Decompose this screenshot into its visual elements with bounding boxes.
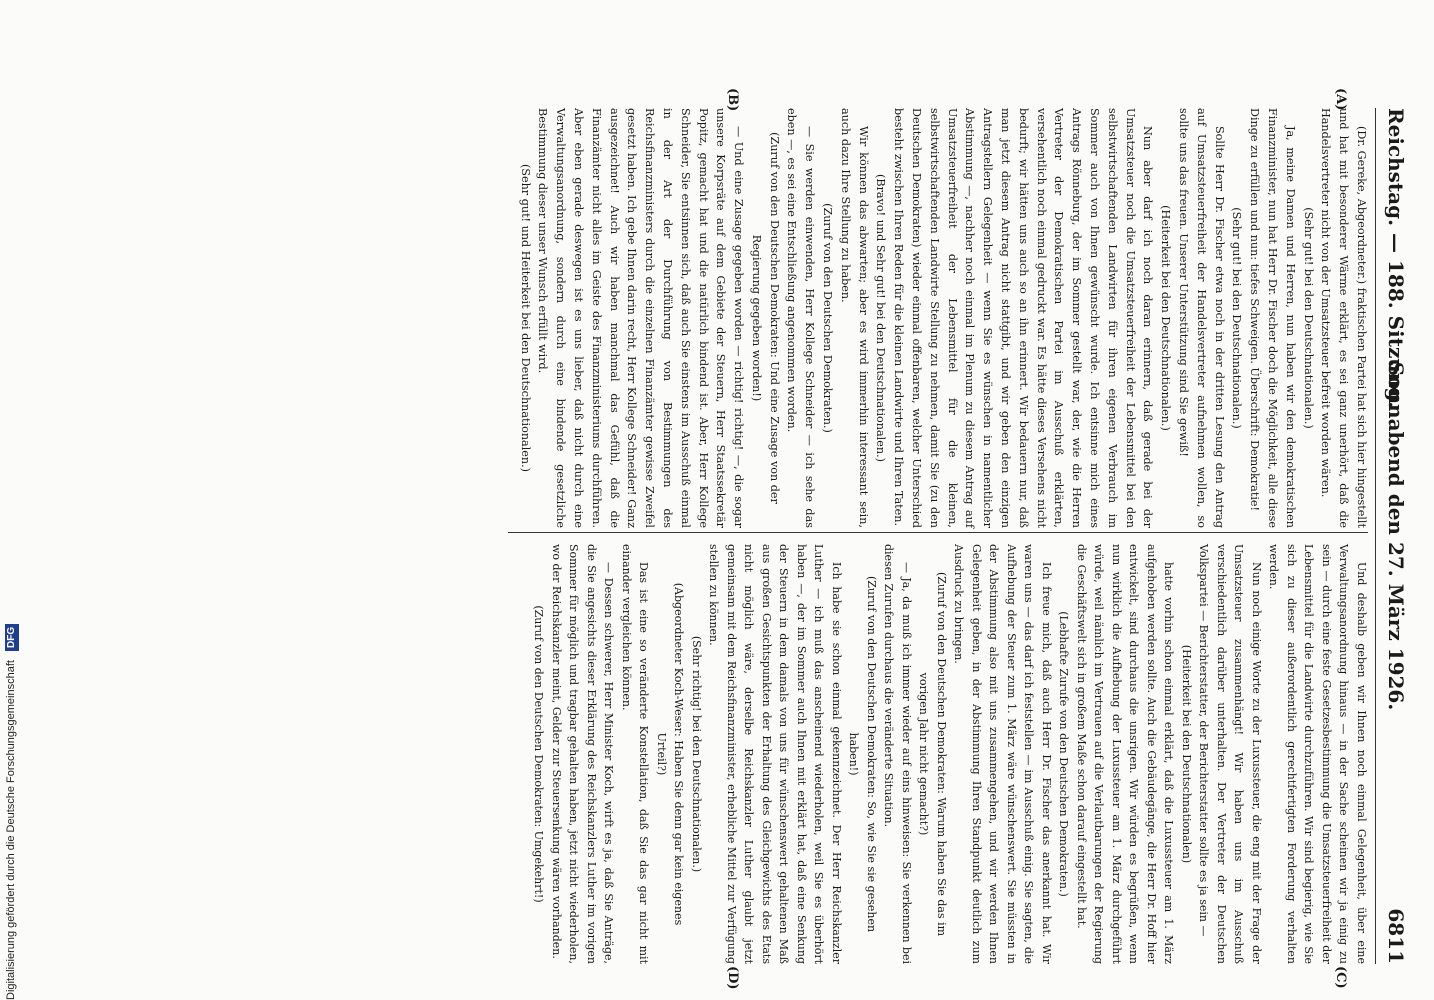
digitization-credit xyxy=(2,0,20,1000)
page-header xyxy=(1378,108,1414,964)
column-divider xyxy=(508,532,1368,533)
interjection: (Sehr gut! bei den Deutschnationalen.) xyxy=(1230,207,1244,429)
paragraph: (Dr. Gereke, Abgeordneter.) fraktischen Partei hat sich hier hingestellt und hat mit besonderer Wärme erklärt, es sei ganz unerhört, daß die Handelsvertreter nicht von der Umsatzsteuer befreit worden wären. xyxy=(1319,108,1368,528)
credit-text: Digitalisierung gefördert durch die Deutsche Forschungsgemeinschaft xyxy=(5,660,17,1000)
margin-marker-b: (B) xyxy=(725,88,740,112)
interjection: (Zuruf von den Deutschen Demokraten: Umgekehrt!) xyxy=(532,605,546,903)
paragraph: — Dessen schwerer, Herr Minister Koch, wirft es ja, daß Sie Anträge, die Sie angesichts dieser Erklärung des Reichskanzlers Luther im vorigen Sommer für möglich und tragbar gehalten haben, jetzt nicht wiederholen, wo der Reichskanzler meint, Gelder zur Steuersenkung wären vorhanden. xyxy=(550,544,616,964)
paragraph: — Ja, da muß ich immer wieder auf eins hinweisen: Sie verkennen bei diesen Zurufen durchaus die veränderte Situation. xyxy=(882,544,913,964)
paragraph: Sollte Herr Dr. Fischer etwa noch in der dritten Lesung den Antrag auf Umsatzsteuerfreiheit der Handelsvertreter aufnehmen wollen, so sollte uns das freuen. Unserer Unterstützung sind Sie gewiß! xyxy=(1177,108,1226,528)
paragraph: Das ist eine so veränderte Konstellation, daß Sie das gar nicht mit einander vergleichen können. xyxy=(620,544,651,964)
header-rule xyxy=(1375,108,1376,964)
paragraph: Nun aber darf ich noch daran erinnern, daß gerade bei der Umsatzsteuer noch die Umsatzsteuerfreiheit der Lebensmittel bei den selbstwirtschaftenden Landwirten für ihren eigenen Verbrauch im Sommer auch von Ihnen gewünscht wurde. Ich entsinne mich eines Antrags Rönneburg, der im Sommer gestellt war, der, wie die Herren Vertreter der Demokratischen Partei im Ausschuß erklärten, versehentlich noch einmal gedruckt war. Es hätte dieses Versehens nicht bedurft; wir hätten uns auch so an ihn erinnert. Wir bedauern nur, daß man jetzt diesem Antrag nicht stattgibt, und wir geben den einzigen Antragstellern Gelegenheit — wenn Sie es wünschen in namentlicher Abstimmung —, nachher noch einmal im Plenum zu diesem Antrag auf Umsatzsteuerfreiheit der Lebensmittel für die kleinen, selbstwirtschaftenden Landwirte Stellung zu nehmen, damit Sie (zu den Deutschen Demokraten) wieder einmal offenbaren, welcher Unterschied besteht zwischen Ihren Reden für die kleinen Landwirte und Ihren Taten. xyxy=(892,108,1155,528)
paragraph: — Und eine Zusage gegeben worden — richtig! richtig! —, die sogar unsere Korpsräte auf dem Gebiete der Steuern, Herr Staatssekretär Popitz, gemacht hat und die natürlich bindend ist. Aber, Herr Kollege Schneider, Sie entsinnen sich, daß auch Sie einstens im Ausschuß einmal in der Art der Durchführung von Bestimmungen des Reichsfinanzministers durch die einzelnen Finanzämter gewisse Zweifel gesetzt haben. Ich gebe Ihnen darin recht, Herr Kollege Schneider! Ganz ausgezeichnet! Auch wir haben manchmal das Gefühl, daß die Finanzämter nicht alles im Geiste des Finanzministeriums durchführen. Aber eben gerade deswegen ist es uns lieber, daß nicht durch eine Verwaltungsanordnung, sondern durch eine bindende gesetzliche Bestimmung dieser unser Wunsch erfüllt wird. xyxy=(536,108,746,528)
interjection: (Sehr richtig! bei den Deutschnationalen.) xyxy=(690,635,703,873)
paragraph: Ja, meine Damen und Herren, nun haben wir den demokratischen Finanzminister, nun hat Herr Dr. Fischer doch die Möglichkeit, alle diese Dinge zu erfüllen und nun: tiefes Schweigen. Überschrift: Demokratie! xyxy=(1248,108,1297,528)
right-column xyxy=(530,544,1370,964)
interjection: (Lebhafte Zurufe von den Deutschen Demokraten.) xyxy=(1057,611,1071,897)
interjection: (Sehr gut! und Heiterkeit bei den Deutschnationalen.) xyxy=(518,163,532,473)
margin-marker-d: (D) xyxy=(725,966,740,990)
interjection: (Abgeordneter Koch-Weser: Haben Sie denn gar kein eigenes Urteil?) xyxy=(655,582,686,926)
interjection: (Heiterkeit bei den Deutschnationalen) xyxy=(1180,644,1193,864)
paragraph: Und deshalb geben wir Ihnen noch einmal Gelegenheit, über eine Verwaltungsanordnung hinaus — in der Sache scheinen wir ja einig zu sein — durch eine feste Gesetzesbestimmung die Umsatzsteuerfreiheit der Lebensmittel für die Landwirte durchzuführen. Wir sind begierig, wie Sie sich zu dieser außerordentlich gerechtfertigten Forderung verhalten werden. xyxy=(1267,544,1368,964)
paragraph: Ich habe sie schon einmal gekennzeichnet. Der Herr Reichskanzler Luther — ich muß das anscheinend wiederholen, weil Sie es überhört haben —, der im Sommer auch Ihnen mit erklärt hat, daß eine Senkung der Steuern in dem damals von uns für wünschenswert gehaltenen Maß aus großen Gesichtspunkten der Erhaltung des Gleichgewichts des Etats nicht möglich wäre, derselbe Reichskanzler Luther glaubt jetzt gemeinsam mit dem Reichsfinanzminister, erhebliche Mittel zur Verfügung stellen zu können. xyxy=(707,544,843,964)
left-column xyxy=(516,108,1370,528)
paragraph: hatte vorhin schon einmal erklärt, daß die Luxussteuer am 1. März aufgehoben werden sollte. Auch die Gebäudegänge, die Herr Dr. Hoff hier entwickelt, sind durchaus die unsrigen. Wir würden es begrüßen, wenn nun wirklich die Aufhebung der Luxussteuer am 1. März durchgeführt würde, weil nämlich im Vertrauen auf die Verlautbarungen der Regierung die Geschäftswelt sich in großem Maße schon darauf eingestellt hat. xyxy=(1075,544,1176,964)
paragraph: Ich freue mich, daß auch Herr Dr. Fischer das anerkannt hat. Wir waren uns — das darf ich feststellen — im Ausschuß einig. Sie sagten, die Aufhebung der Steuer zum 1. März wäre wünschenswert. Sie müssten in der Abstimmung also mit uns zusammengehen, und wir werden Ihnen Gelegenheit geben, in der Abstimmung Ihren Standpunkt deutlich zum Ausdruck zu bringen. xyxy=(952,544,1053,964)
page-number: 6811 xyxy=(1384,908,1408,964)
interjection: (Zuruf von den Deutschen Demokraten: Warum haben Sie das im vorigen Jahr nicht gemacht?) xyxy=(917,571,948,937)
interjection: (Zuruf von den Deutschen Demokraten.) xyxy=(821,203,835,433)
margin-marker-c: (C) xyxy=(1333,966,1348,989)
interjection: (Sehr gut! bei den Deutschnationalen.) xyxy=(1301,207,1315,429)
header-date: Sonnabend den 27. März 1926. xyxy=(1384,361,1408,711)
interjection: (Bravo! und Sehr gut! bei den Deutschnationalen.) xyxy=(874,174,888,462)
dfg-logo-text: DFG xyxy=(6,626,17,648)
paragraph: Nun noch einige Worte zu der Luxussteuer, die eng mit der Frage der Umsatzsteuer zusammenhängt! Wir haben uns im Ausschuß verschiedentlich darüber unterhalten. Der Vertreter der Deutschen Volkspartei — Berichterstatter, der Berichterstatter sollte es ja sein — xyxy=(1197,544,1263,964)
paragraph: Wir können das abwarten; aber es wird immerhin interessant sein, auch dazu Ihre Stellung zu haben. xyxy=(838,108,870,528)
interjection: (Zuruf von den Deutschen Demokraten: So, wie Sie sie gesehen haben!) xyxy=(847,575,878,933)
margin-marker-a: (A) xyxy=(1333,88,1348,111)
paragraph: — Sie werden einwenden, Herr Kollege Schneider — ich sehe das eben —, es sei eine Entschließung angenommen worden. xyxy=(785,108,817,528)
dfg-logo xyxy=(5,624,19,651)
interjection: (Heiterkeit bei den Deutschnationalen.) xyxy=(1159,205,1173,431)
interjection: (Zuruf von den Deutschen Demokraten: Und eine Zusage von der Regierung gegeben worden!) xyxy=(749,132,781,504)
header-left: Reichstag. — 188. Sitzung. xyxy=(1384,108,1408,409)
